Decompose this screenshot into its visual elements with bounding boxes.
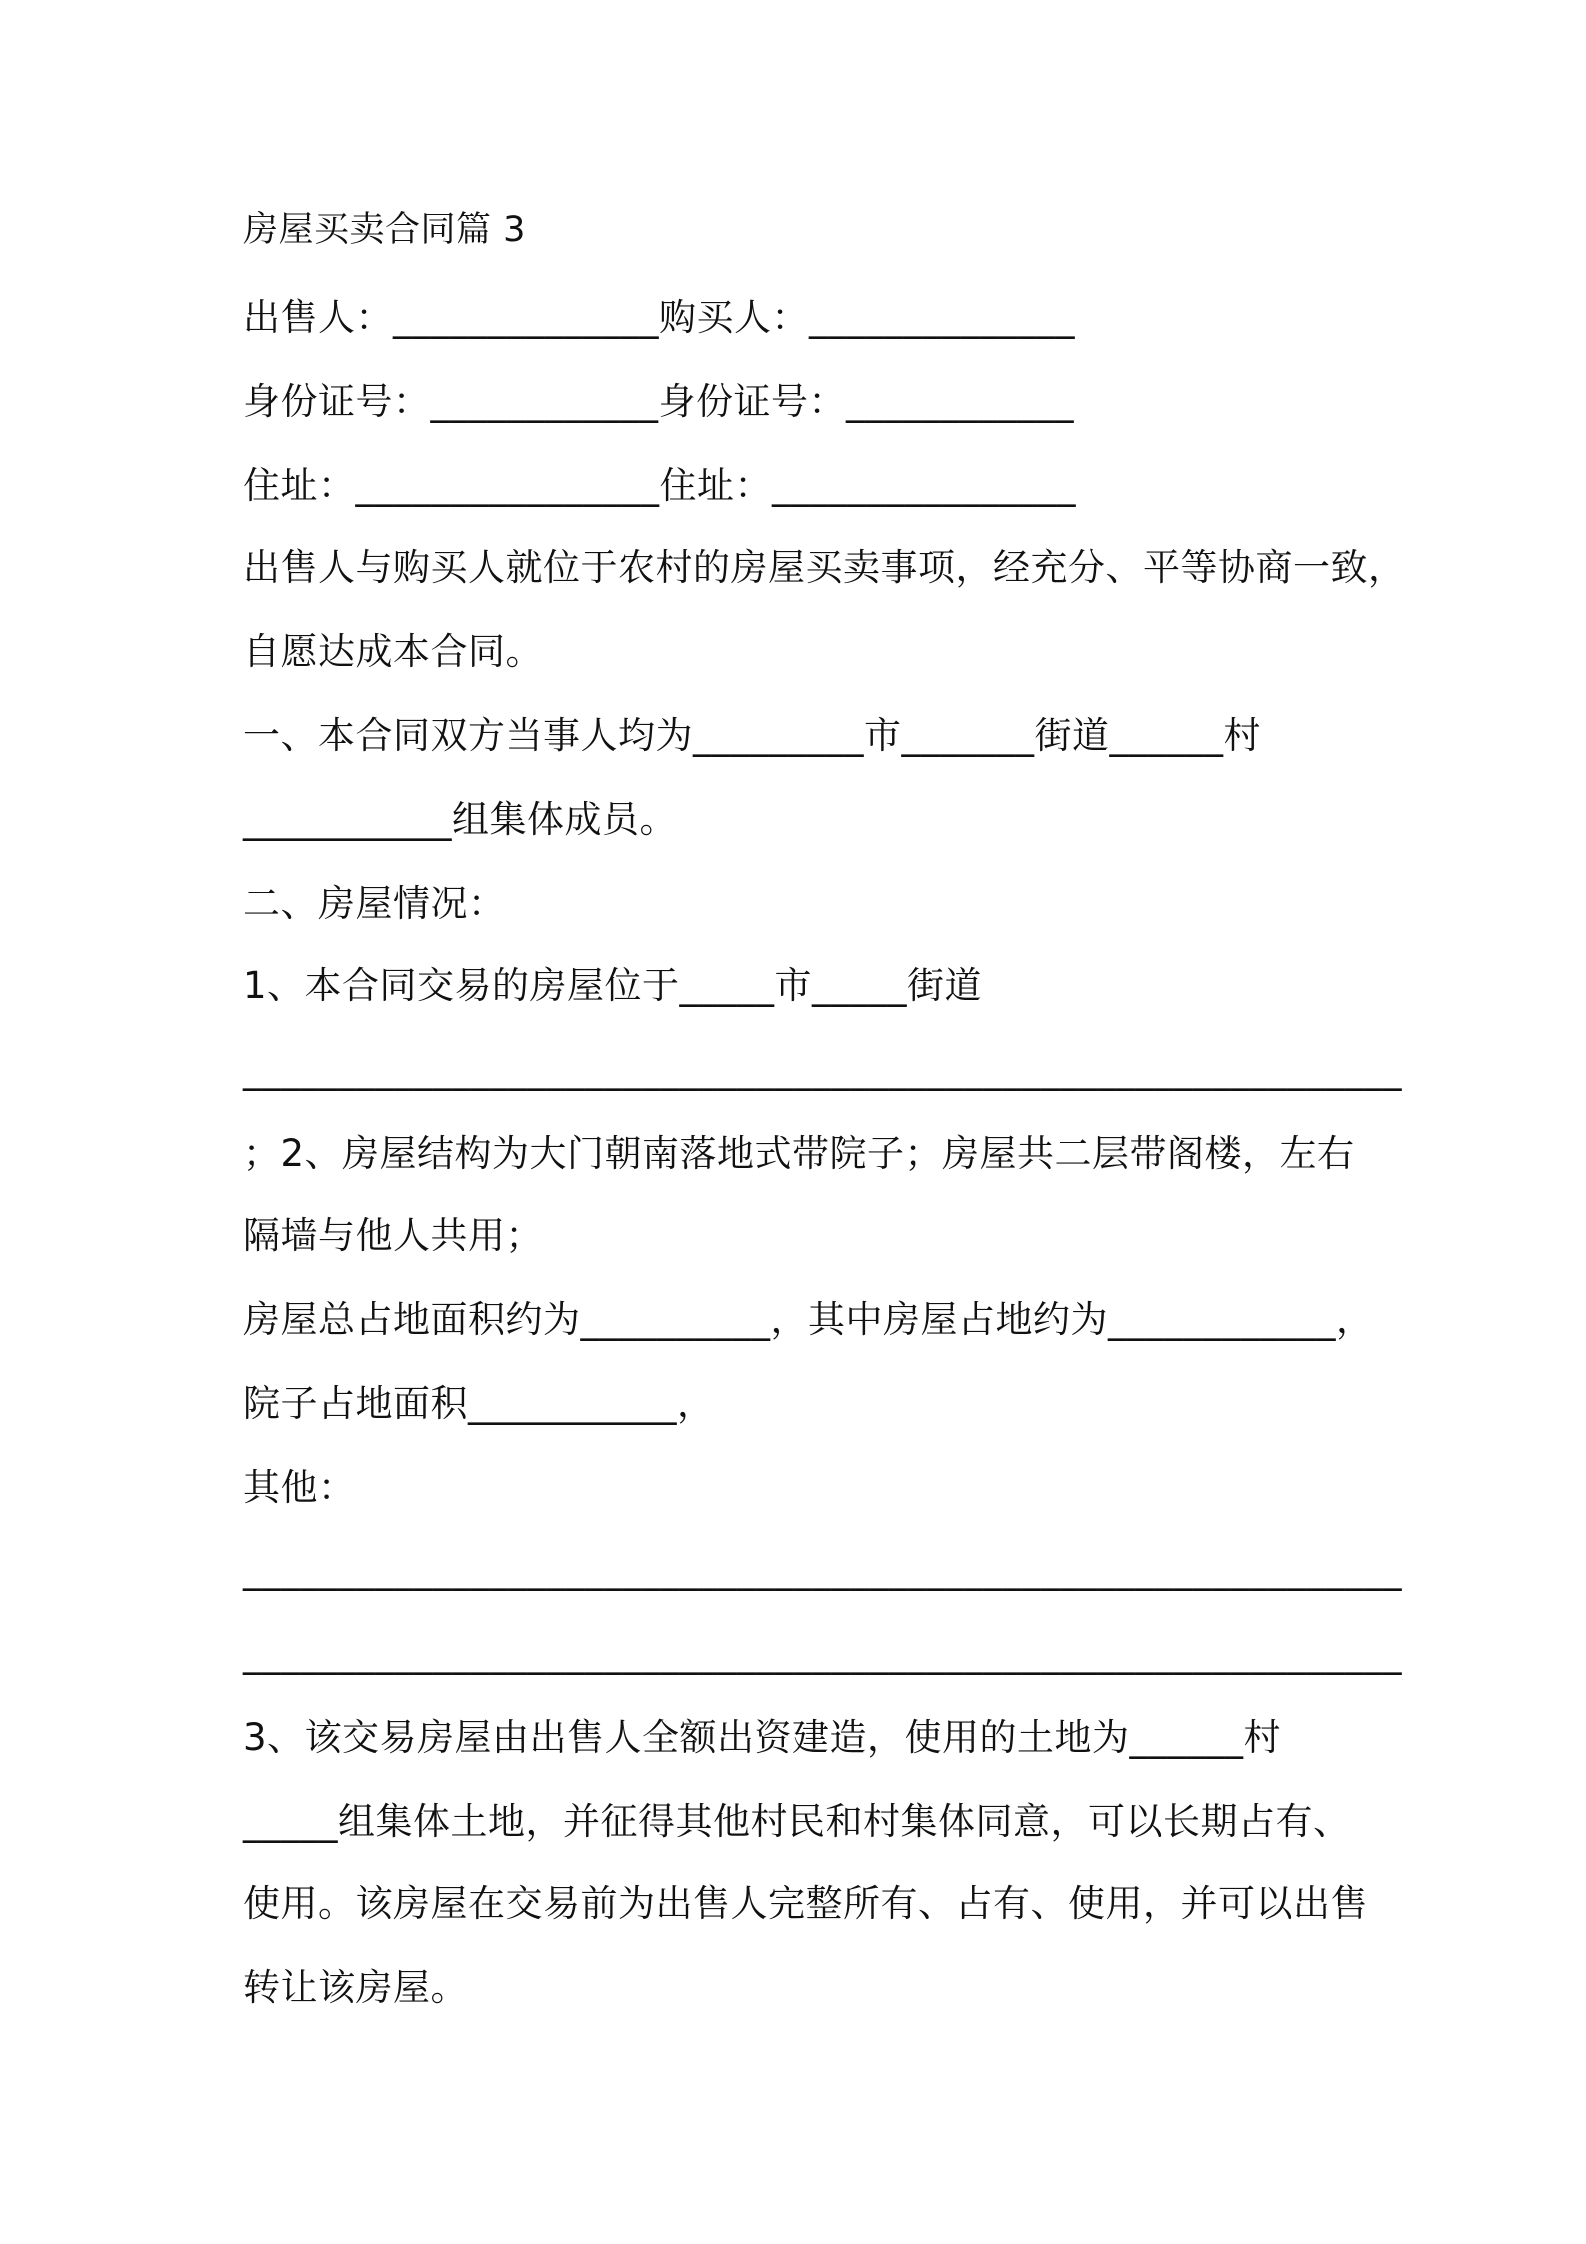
preamble-line: 出售人与购买人就位于农村的房屋买卖事项，经充分、平等协商一致，	[243, 546, 1406, 589]
clause-three-line: _____组集体土地，并征得其他村民和村集体同意，可以长期占有、	[243, 1800, 1351, 1843]
document-title: 房屋买卖合同篇 3	[243, 210, 526, 250]
blank-fill-line: _____________________________________________________________	[243, 1632, 1402, 1675]
seller-buyer-line: 出售人：______________购买人：______________	[243, 296, 1075, 339]
yard-area-line: 院子占地面积___________，	[243, 1382, 715, 1425]
address-line: 住址：________________住址：________________	[243, 464, 1076, 507]
house-location-line: 1、本合同交易的房屋位于_____市_____街道	[243, 964, 983, 1007]
clause-three-line: 3、该交易房屋由出售人全额出资建造，使用的土地为______村	[243, 1716, 1282, 1759]
clause-three-line: 使用。该房屋在交易前为出售人完整所有、占有、使用，并可以出售	[243, 1882, 1368, 1925]
house-structure-line: ；2、房屋结构为大门朝南落地式带院子；房屋共二层带阁楼，左右	[243, 1132, 1355, 1175]
other-label: 其他：	[243, 1466, 356, 1509]
house-structure-line: 隔墙与他人共用；	[243, 1214, 543, 1257]
preamble-line: 自愿达成本合同。	[243, 630, 543, 673]
clause-one-line: 一、本合同双方当事人均为_________市_______街道______村	[243, 714, 1261, 757]
blank-fill-line: _____________________________________________________________	[243, 1548, 1402, 1591]
clause-one-line: ___________组集体成员。	[243, 798, 677, 841]
area-line: 房屋总占地面积约为__________，其中房屋占地约为____________，	[243, 1298, 1374, 1341]
clause-two-heading: 二、房屋情况：	[243, 882, 506, 925]
id-number-line: 身份证号：____________身份证号：____________	[243, 380, 1074, 423]
clause-three-line: 转让该房屋。	[243, 1966, 468, 2009]
blank-fill-line: _____________________________________________________________	[243, 1048, 1402, 1091]
